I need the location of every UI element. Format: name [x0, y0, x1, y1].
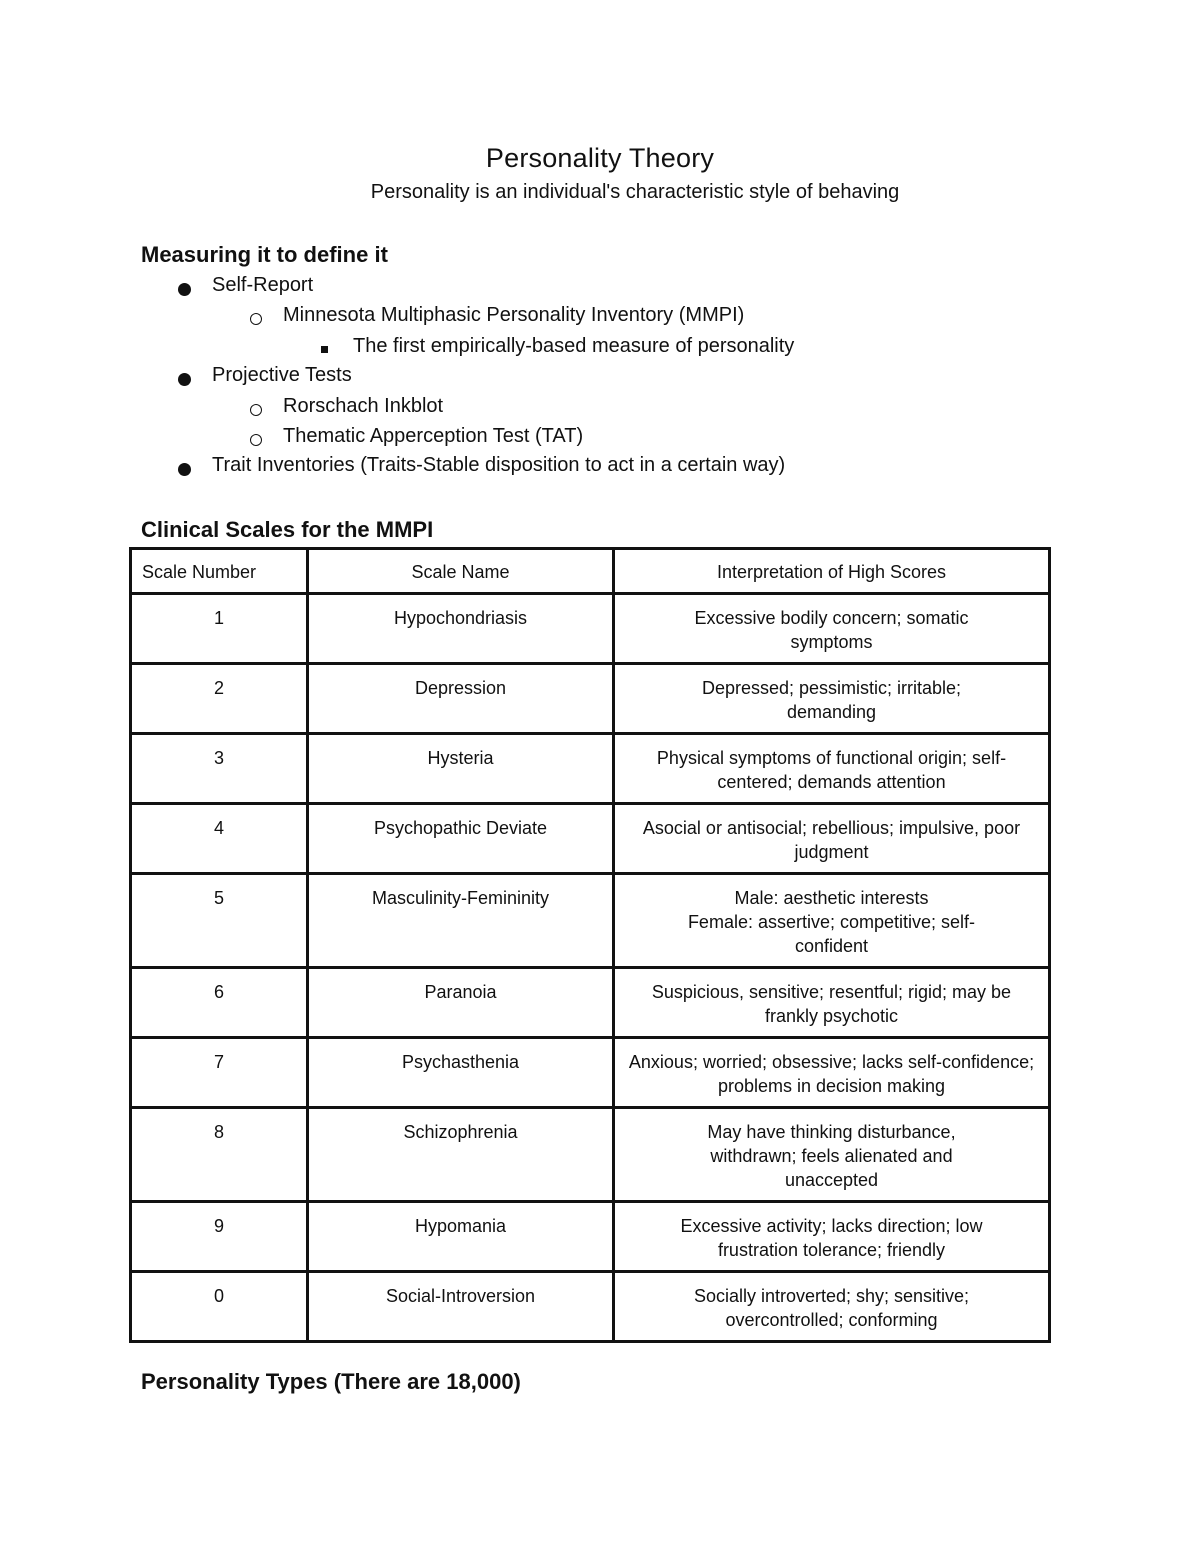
scale-number-cell: 6	[131, 968, 308, 1038]
list-item: Minnesota Multiphasic Personality Inventory (MMPI)	[283, 304, 745, 326]
table-row	[131, 1272, 1050, 1342]
column-header: Interpretation of High Scores	[614, 549, 1050, 594]
list-item: Thematic Apperception Test (TAT)	[283, 425, 584, 447]
scale-name-cell: Depression	[308, 664, 614, 734]
column-header: Scale Name	[308, 549, 614, 594]
interpretation-cell: Excessive activity; lacks direction; low frustration tolerance; friendly	[614, 1202, 1050, 1272]
interpretation-cell: Depressed; pessimistic; irritable; demanding	[614, 664, 1050, 734]
bullet-disc-icon	[178, 463, 191, 476]
interpretation-line-female: Female: assertive; competitive; self-confident	[687, 912, 976, 956]
bullet-circle-icon	[250, 313, 262, 325]
bullet-circle-icon	[250, 404, 262, 416]
column-header: Scale Number	[131, 549, 308, 594]
scale-number-cell: 2	[131, 664, 308, 734]
scale-number-cell: 7	[131, 1038, 308, 1108]
interpretation-cell: Physical symptoms of functional origin; self-centered; demands attention	[614, 734, 1050, 804]
list-item: The first empirically-based measure of personality	[353, 335, 795, 357]
scale-number-cell: 1	[131, 594, 308, 664]
scale-name-cell: Hysteria	[308, 734, 614, 804]
scale-number-cell: 9	[131, 1202, 308, 1272]
list-item: Trait Inventories (Traits-Stable disposition to act in a certain way)	[212, 454, 786, 476]
section-heading-measuring: Measuring it to define it	[141, 242, 388, 267]
scale-name-cell: Hypomania	[308, 1202, 614, 1272]
table-row	[131, 1038, 1050, 1108]
table-row	[131, 874, 1050, 968]
bullet-disc-icon	[178, 283, 191, 296]
bullet-circle-icon	[250, 434, 262, 446]
list-item: Rorschach Inkblot	[283, 395, 444, 417]
table-row	[131, 734, 1050, 804]
list-item: Self-Report	[212, 274, 314, 296]
bullet-disc-icon	[178, 373, 191, 386]
page-subtitle: Personality is an individual's characteristic style of behaving	[370, 181, 900, 203]
table-row	[131, 594, 1050, 664]
interpretation-line-male: Male: aesthetic interests	[734, 888, 929, 908]
scale-name-cell: Social-Introversion	[308, 1272, 614, 1342]
scale-name-cell: Schizophrenia	[308, 1108, 614, 1202]
table-header-row	[131, 549, 1050, 594]
interpretation-cell: May have thinking disturbance, withdrawn; feels alienated and unaccepted	[614, 1108, 1050, 1202]
bullet-square-icon	[321, 346, 328, 353]
scale-number-cell: 3	[131, 734, 308, 804]
table-row	[131, 1202, 1050, 1272]
scale-number-cell: 5	[131, 874, 308, 968]
section-heading-clinical-scales: Clinical Scales for the MMPI	[141, 517, 434, 542]
table-row	[131, 804, 1050, 874]
scale-name-cell: Psychopathic Deviate	[308, 804, 614, 874]
interpretation-cell: Excessive bodily concern; somatic symptoms	[614, 594, 1050, 664]
section-heading-personality-types: Personality Types (There are 18,000)	[141, 1369, 521, 1394]
scale-name-cell: Psychasthenia	[308, 1038, 614, 1108]
table-row	[131, 968, 1050, 1038]
interpretation-cell: Suspicious, sensitive; resentful; rigid; may be frankly psychotic	[614, 968, 1050, 1038]
interpretation-cell: Asocial or antisocial; rebellious; impulsive, poor judgment	[614, 804, 1050, 874]
interpretation-cell: Socially introverted; shy; sensitive; overcontrolled; conforming	[614, 1272, 1050, 1342]
table-row	[131, 1108, 1050, 1202]
table-row	[131, 664, 1050, 734]
scale-name-cell: Paranoia	[308, 968, 614, 1038]
scale-number-cell: 8	[131, 1108, 308, 1202]
scale-name-cell: Hypochondriasis	[308, 594, 614, 664]
interpretation-cell	[614, 874, 1050, 968]
scale-name-cell: Masculinity-Femininity	[308, 874, 614, 968]
scale-number-cell: 0	[131, 1272, 308, 1342]
page-title: Personality Theory	[485, 143, 715, 173]
list-item: Projective Tests	[212, 364, 352, 386]
interpretation-cell: Anxious; worried; obsessive; lacks self-confidence; problems in decision making	[614, 1038, 1050, 1108]
scale-number-cell: 4	[131, 804, 308, 874]
mmpi-scales-table	[129, 547, 1051, 1343]
